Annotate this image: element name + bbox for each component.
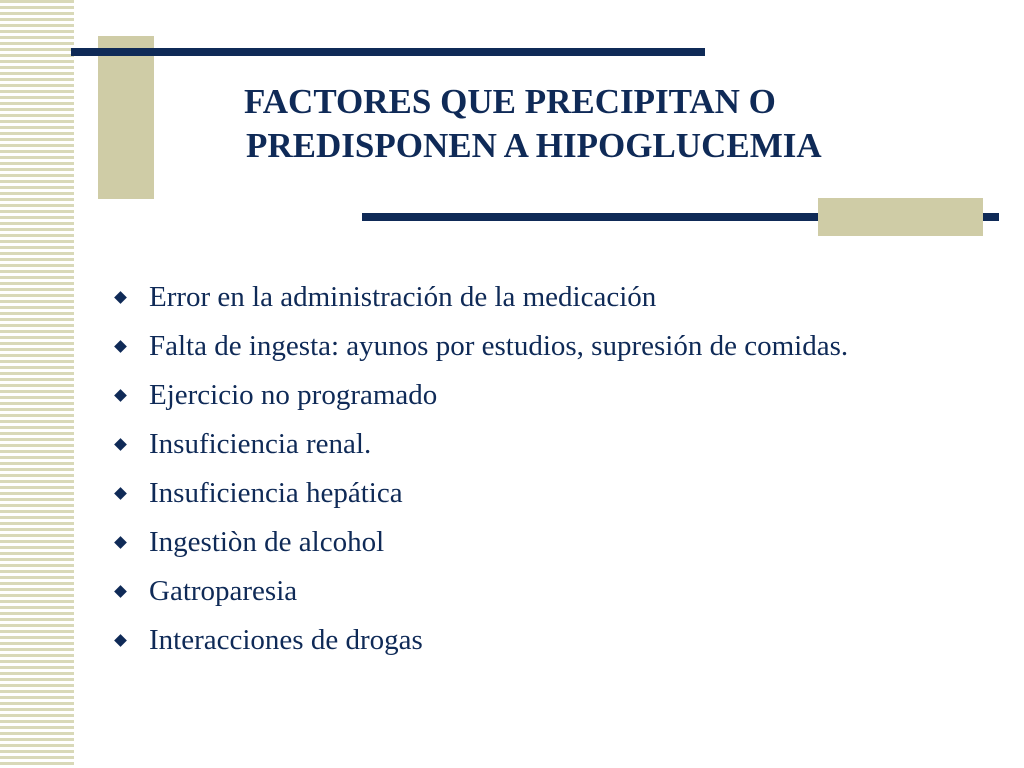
bullet-text: Error en la administración de la medicación <box>149 281 657 313</box>
bullet-item <box>112 523 902 561</box>
diamond-bullet-icon <box>114 585 127 598</box>
bullet-text: Ingestiòn de alcohol <box>149 526 385 558</box>
bullet-item <box>112 278 902 316</box>
bullet-text: Insuficiencia renal. <box>149 428 372 460</box>
diamond-bullet-icon <box>114 438 127 451</box>
diamond-bullet-icon <box>114 487 127 500</box>
diamond-bullet-icon <box>114 634 127 647</box>
diamond-bullet-icon <box>114 389 127 402</box>
decorative-title-block <box>98 36 154 199</box>
decorative-title-line-top <box>71 48 705 56</box>
bullet-item <box>112 621 902 659</box>
bullet-text: Gatroparesia <box>149 575 298 607</box>
bullet-item <box>112 572 902 610</box>
bullet-text: Insuficiencia hepática <box>149 477 403 509</box>
slide-title <box>244 80 984 168</box>
slide-title-line-1: FACTORES QUE PRECIPITAN O <box>244 82 776 121</box>
bullet-text: Falta de ingesta: ayunos por estudios, supresión de comidas. <box>149 330 849 362</box>
bullet-text: Interacciones de drogas <box>149 624 423 656</box>
bullet-item <box>112 327 902 365</box>
slide-title-line-2: PREDISPONEN A HIPOGLUCEMIA <box>246 126 822 165</box>
bullet-item <box>112 376 902 414</box>
bullet-list <box>112 278 902 670</box>
diamond-bullet-icon <box>114 340 127 353</box>
bullet-item <box>112 425 902 463</box>
decorative-title-block-right <box>818 198 983 236</box>
bullet-text: Ejercicio no programado <box>149 379 438 411</box>
bullet-item <box>112 474 902 512</box>
diamond-bullet-icon <box>114 536 127 549</box>
diamond-bullet-icon <box>114 291 127 304</box>
decorative-stripe-band <box>0 0 74 768</box>
